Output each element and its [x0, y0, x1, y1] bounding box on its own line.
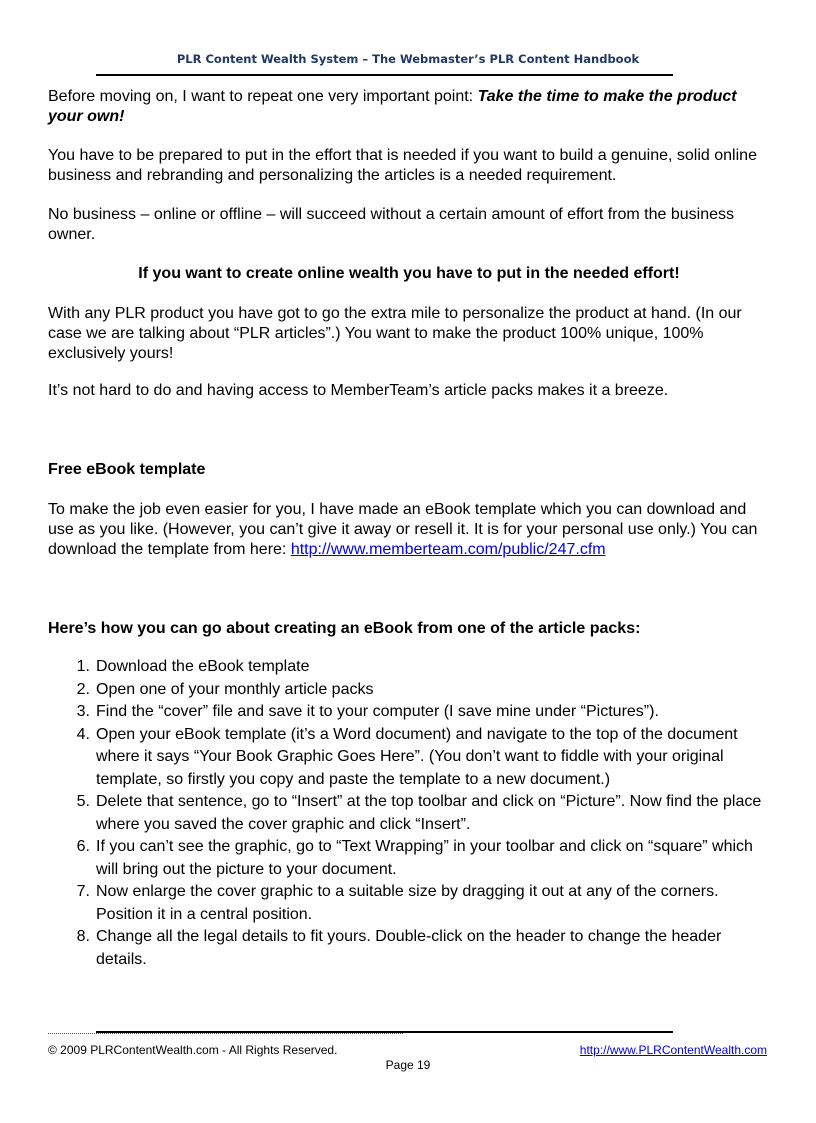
list-number: 5.: [76, 793, 90, 810]
list-item-text: Change all the legal details to fit yours. Double-click on the header to change the header details.: [96, 928, 722, 968]
template-paragraph: [48, 500, 770, 560]
list-item: [48, 701, 770, 724]
steps-list: [48, 656, 770, 971]
list-item: [48, 791, 770, 836]
section-heading-template: Free eBook template: [48, 461, 206, 478]
list-number: 2.: [76, 680, 90, 698]
list-item-text: Open one of your monthly article packs: [96, 680, 374, 698]
list-item-text: Download the eBook template: [96, 658, 310, 675]
intro-paragraph-1: [48, 87, 770, 127]
list-item: [48, 836, 770, 881]
section-heading-steps: Here’s how you can go about creating an eBook from one of the article packs:: [48, 620, 641, 637]
paragraph-text: With any PLR product you have got to go the extra mile to personalize the product at hand. (In our case we are talking about “PLR articles”.) You want to make the product 100% unique, 100% exclusively yours!: [48, 305, 742, 362]
list-number: 4.: [76, 725, 90, 743]
footer-website-link[interactable]: http://www.PLRContentWealth.com: [579, 1043, 767, 1057]
list-item-text: If you can’t see the graphic, go to “Text Wrapping” in your toolbar and click on “square” which will bring out the picture to your document.: [96, 838, 753, 878]
intro-paragraph-5: [48, 381, 770, 401]
list-number: 3.: [76, 703, 90, 720]
emphasis-text: Take the time to make the product your own!: [48, 88, 737, 125]
list-item-text: Delete that sentence, go to “Insert” at the top toolbar and click on “Picture”. Now find the place where you saved the cover graphic and click “Insert”.: [96, 793, 762, 833]
footer-copyright: © 2009 PLRContentWealth.com - All Rights Reserved.: [48, 1043, 338, 1057]
running-header-title: PLR Content Wealth System – The Webmaster’s PLR Content Handbook: [176, 52, 640, 66]
list-item-text: Now enlarge the cover graphic to a suitable size by dragging it out at any of the corners. Position it in a central position.: [96, 883, 719, 923]
list-number: 8.: [76, 928, 90, 945]
list-item: [48, 926, 770, 971]
intro-paragraph-4: [48, 304, 770, 364]
page-number: Page 19: [385, 1058, 431, 1072]
footer-dotted-divider: [48, 1033, 403, 1034]
list-item: [48, 656, 770, 679]
intro-paragraph-3: [48, 205, 770, 245]
template-download-link[interactable]: http://www.memberteam.com/public/247.cfm: [290, 541, 606, 558]
paragraph-text: You have to be prepared to put in the effort that is needed if you want to build a genuine, solid online business and rebranding and personalizing the articles is a needed requirement.: [48, 147, 757, 184]
intro-text: Before moving on, I want to repeat one very important point:: [48, 88, 478, 105]
list-number: 7.: [76, 883, 90, 900]
callout-heading: If you want to create online wealth you have to put in the needed effort!: [138, 265, 680, 282]
intro-paragraph-2: [48, 146, 770, 186]
list-item-text: Find the “cover” file and save it to your computer (I save mine under “Pictures”).: [96, 703, 659, 720]
list-item: [48, 679, 770, 702]
list-number: 6.: [76, 838, 90, 855]
paragraph-text: To make the job even easier for you, I have made an eBook template which you can download and use as you like. (However, you can’t give it away or resell it. It is for your personal use only.) You can download the template from here:: [48, 501, 758, 558]
list-item-text: Open your eBook template (it’s a Word document) and navigate to the top of the document where it says “Your Book Graphic Goes Here”. (You don’t want to fiddle with your original template, so firstly you copy and paste the template to a new document.): [96, 725, 738, 788]
list-item: [48, 881, 770, 926]
paragraph-text: No business – online or offline – will succeed without a certain amount of effort from the business owner.: [48, 206, 735, 243]
header-rule: [96, 74, 673, 76]
paragraph-text: It’s not hard to do and having access to MemberTeam’s article packs makes it a breeze.: [48, 382, 669, 399]
list-item: [48, 724, 770, 792]
list-number: 1.: [76, 658, 90, 675]
